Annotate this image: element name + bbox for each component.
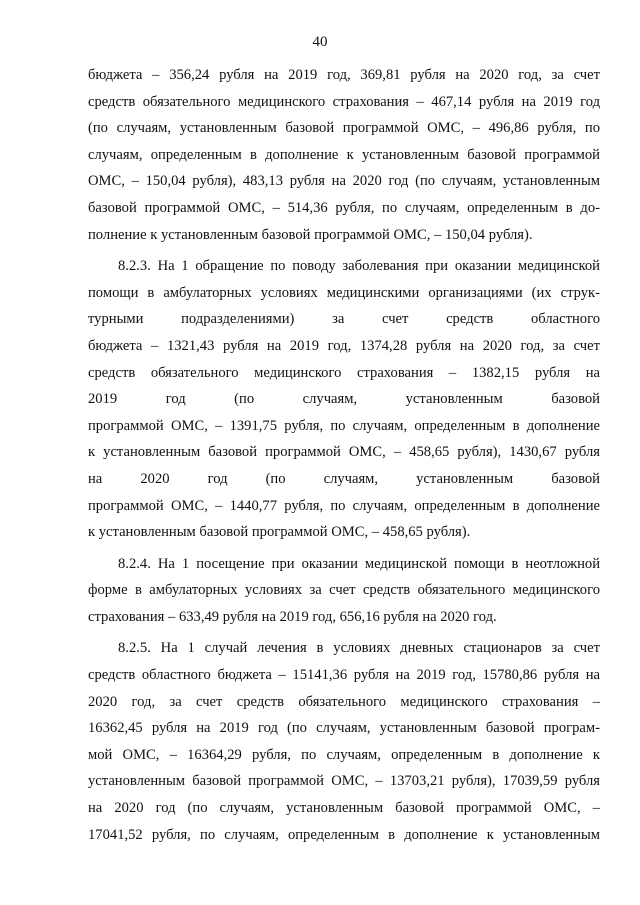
text-line: базовой программой ОМС, – 514,36 рубля, по случаям, определенным в до- (88, 199, 600, 216)
text-line: 8.2.3. На 1 обращение по поводу заболевания при оказании медицинской (118, 258, 600, 275)
text-line: средств областного бюджета – 15141,36 рубля на 2019 год, 15780,86 рубля на (88, 667, 600, 684)
text-line: 17041,52 рубля, по случаям, определенным в дополнение к установленным (88, 826, 600, 843)
text-line: 2020 год, за счет средств обязательного медицинского страхования – (88, 693, 600, 710)
text-line: (по случаям, установленным базовой программой ОМС, – 496,86 рубля, по (88, 120, 600, 137)
text-line: 8.2.5. На 1 случай лечения в условиях дневных стационаров за счет (118, 640, 600, 657)
text-line: форме в амбулаторных условиях за счет средств обязательного медицинского (88, 582, 600, 599)
page-number: 40 (312, 34, 328, 50)
text-line: случаям, определенным в дополнение к установленным базовой программой (88, 146, 600, 163)
text-line: бюджета – 356,24 рубля на 2019 год, 369,81 рубля на 2020 год, за счет (88, 67, 600, 83)
text-line: турными подразделениями) за счет средств областного (88, 311, 600, 328)
text-line: программой ОМС, – 1391,75 рубля, по случаям, определенным в дополнение (88, 417, 600, 434)
document-body (88, 62, 600, 853)
text-line: средств обязательного медицинского страхования – 1382,15 рубля на (88, 364, 600, 381)
text-line: программой ОМС, – 1440,77 рубля, по случаям, определенным в дополнение (88, 497, 600, 514)
text-line: 2019 год (по случаям, установленным базовой (88, 391, 600, 408)
text-line: 8.2.4. На 1 посещение при оказании медицинской помощи в неотложной (118, 555, 600, 572)
text-line: на 2020 год (по случаям, установленным базовой (88, 470, 600, 487)
text-line: 16362,45 рубля на 2019 год (по случаям, установленным базовой програм- (88, 720, 600, 737)
text-line: на 2020 год (по случаям, установленным базовой программой ОМС, – (88, 800, 600, 817)
text-line: установленным базовой программой ОМС, – 13703,21 рубля), 17039,59 рубля (88, 773, 600, 790)
paragraph-p1 (88, 62, 600, 248)
text-line: мой ОМС, – 16364,29 рубля, по случаям, определенным в дополнение к (88, 746, 600, 763)
paragraph-p3 (88, 551, 600, 631)
text-line: к установленным базовой программой ОМС, – 458,65 рубля), 1430,67 рубля (88, 444, 600, 461)
paragraph-p4 (88, 635, 600, 848)
text-line: ОМС, – 150,04 рубля), 483,13 рубля на 2020 год (по случаям, установленным (88, 173, 600, 190)
text-line: к установленным базовой программой ОМС, – 458,65 рубля). (88, 524, 471, 541)
paragraph-p2 (88, 253, 600, 546)
text-line: бюджета – 1321,43 рубля на 2019 год, 1374,28 рубля на 2020 год, за счет (88, 337, 600, 354)
text-line: средств обязательного медицинского страхования – 467,14 рубля на 2019 год (88, 93, 600, 110)
text-line: помощи в амбулаторных условиях медицинскими организациями (их струк- (88, 284, 600, 301)
text-line: полнение к установленным базовой программой ОМС, – 150,04 рубля). (88, 226, 533, 243)
text-line: страхования – 633,49 рубля на 2019 год, 656,16 рубля на 2020 год. (88, 608, 497, 625)
